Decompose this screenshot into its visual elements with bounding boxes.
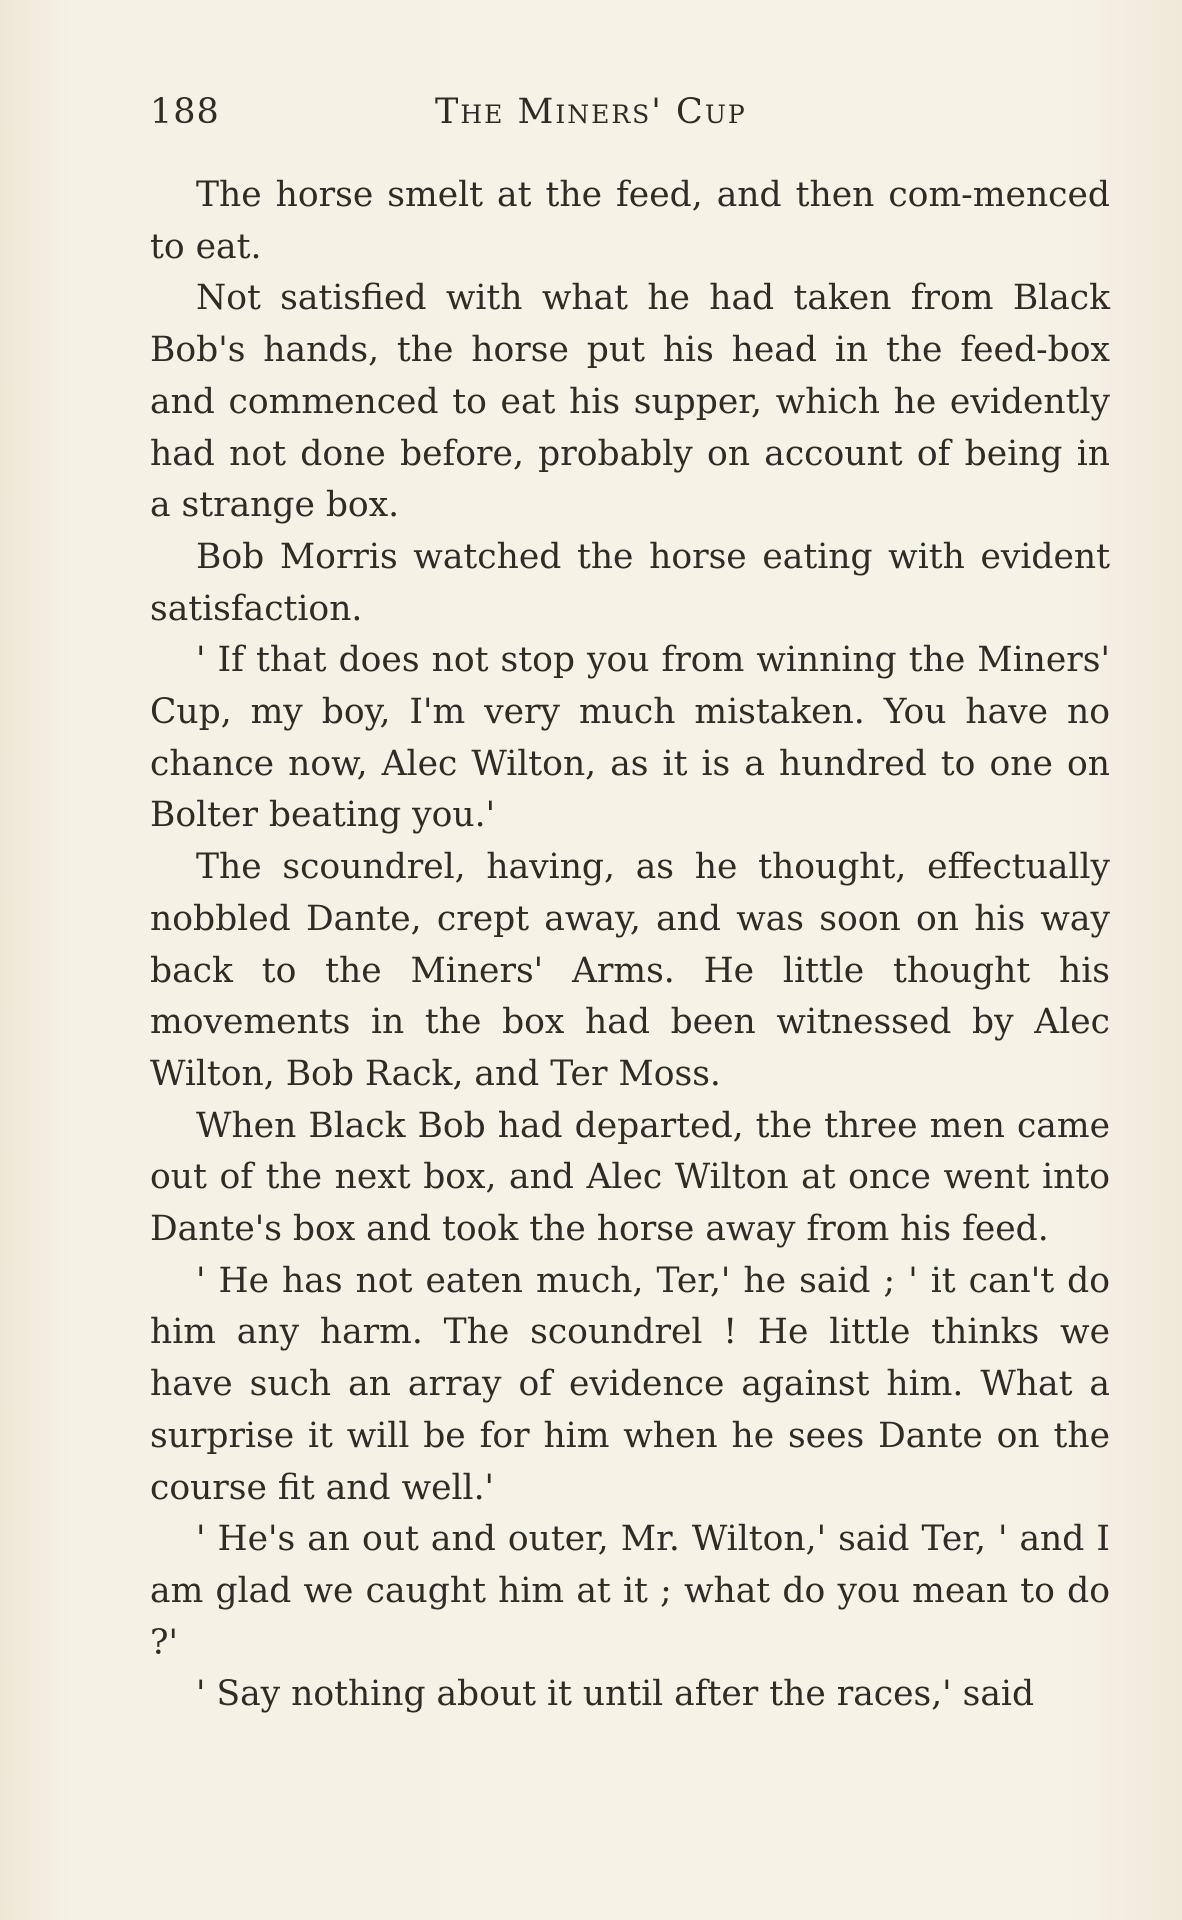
paragraph: The scoundrel, having, as he thought, effectually nobbled Dante, crept away, and was soon on his way back to the Miners' Arms. He little thought his movements in the box had been witnessed by Alec Wilton, Bob Rack, and Ter Moss.	[150, 847, 1110, 1094]
paragraph: Not satisfied with what he had taken from Black Bob's hands, the horse put his head in the feed-box and commenced to eat his supper, which he evidently had not done before, probably on account of being in a strange box.	[150, 278, 1110, 526]
paragraph: ' He's an out and outer, Mr. Wilton,' said Ter, ' and I am glad we caught him at it ; what do you mean to do ?'	[150, 1519, 1110, 1663]
paragraph: ' Say nothing about it until after the races,' said	[196, 1674, 1035, 1715]
paragraph: ' He has not eaten much, Ter,' he said ; ' it can't do him any harm. The scoundrel ! He little thinks we have such an array of evidence against him. What a surprise it will be for him when he sees Dante on the course fit and well.'	[150, 1260, 1110, 1508]
paragraph: When Black Bob had departed, the three men came out of the next box, and Alec Wilton at once went into Dante's box and took the horse away from his feed.	[150, 1105, 1110, 1250]
page-number: 188	[150, 92, 220, 132]
page-header	[150, 92, 1110, 142]
paragraph: The horse smelt at the feed, and then com-menced to eat.	[150, 175, 1110, 267]
paragraph: ' If that does not stop you from winning the Miners' Cup, my boy, I'm very much mistaken. You have no chance now, Alec Wilton, as it is a hundred to one on Bolter beating you.'	[150, 640, 1110, 836]
running-title: The Miners' Cup	[435, 92, 747, 132]
paragraph: Bob Morris watched the horse eating with evident satisfaction.	[150, 536, 1110, 629]
body-text	[150, 170, 1110, 1721]
